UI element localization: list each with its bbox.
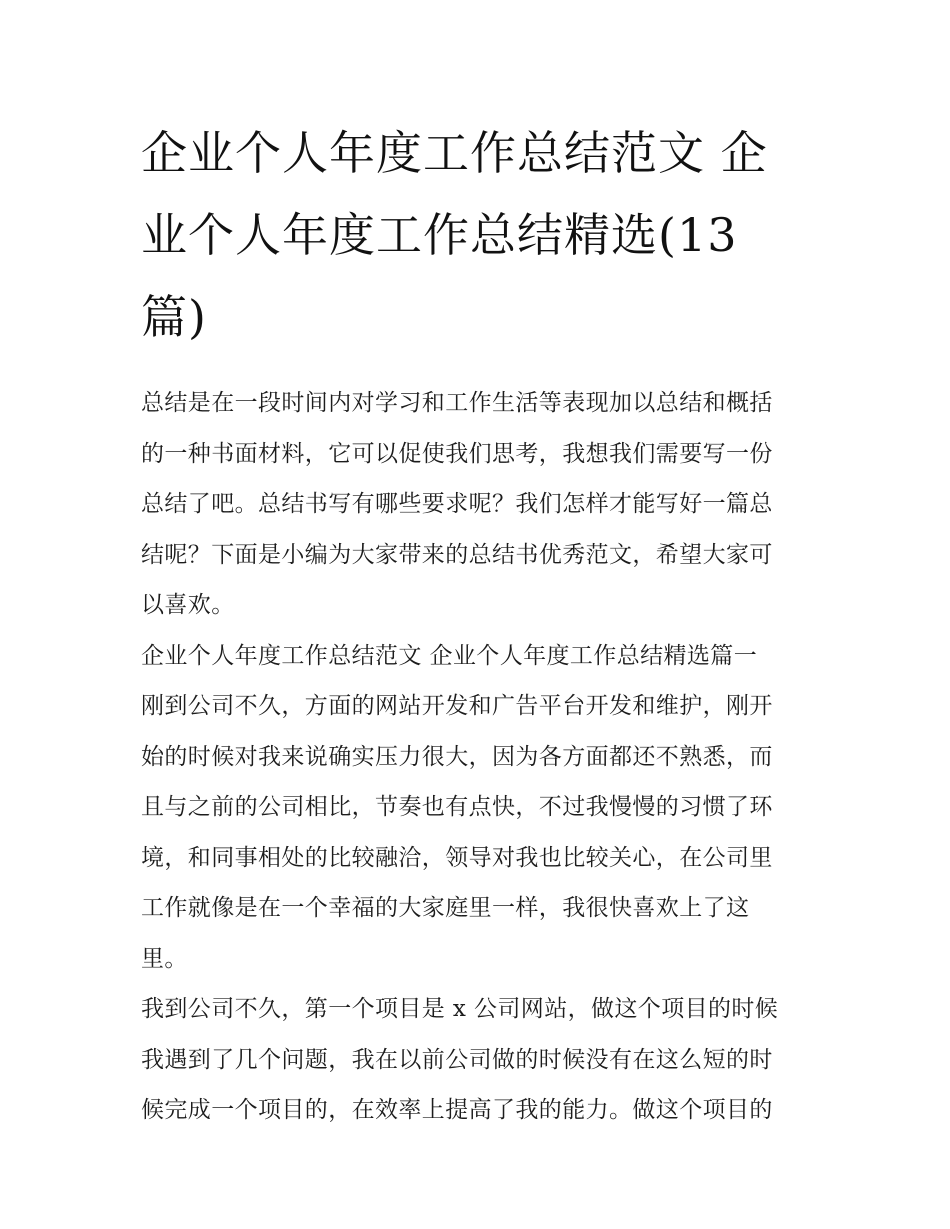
- text-line: 工作就像是在一个幸福的大家庭里一样，我很快喜欢上了这: [141, 895, 750, 921]
- text-line: 总结了吧。总结书写有哪些要求呢？我们怎样才能写好一篇总: [141, 491, 773, 517]
- text-line: 以喜欢。: [141, 592, 235, 618]
- title-line: 业个人年度工作总结精选(13: [141, 208, 738, 262]
- text-line: 我到公司不久，第一个项目是 x 公司网站，做这个项目的时候: [141, 996, 779, 1022]
- text-line: 候完成一个项目的，在效率上提高了我的能力。做这个项目的: [141, 1097, 773, 1123]
- body-paragraph: [141, 681, 813, 984]
- body-paragraph: [141, 984, 813, 1136]
- text-line: 结呢？下面是小编为大家带来的总结书优秀范文，希望大家可: [141, 541, 773, 568]
- text-line: 我遇到了几个问题，我在以前公司做的时候没有在这么短的时: [141, 1046, 773, 1073]
- document-title: [141, 112, 813, 358]
- text-line: 里。: [141, 945, 188, 972]
- section-heading: [141, 631, 813, 682]
- text-line: 总结是在一段时间内对学习和工作生活等表现加以总结和概括: [141, 390, 773, 416]
- document-body: [141, 378, 813, 1136]
- document-content: [141, 112, 813, 1136]
- text-line: 境，和同事相处的比较融洽，领导对我也比较关心，在公司里: [141, 844, 773, 871]
- intro-paragraph: [141, 378, 813, 631]
- text-line: 且与之前的公司相比，节奏也有点快，不过我慢慢的习惯了环: [141, 794, 773, 820]
- text-line: 始的时候对我来说确实压力很大，因为各方面都还不熟悉，而: [141, 743, 773, 770]
- text-line: 刚到公司不久，方面的网站开发和广告平台开发和维护，刚开: [141, 693, 773, 719]
- text-line: 企业个人年度工作总结范文 企业个人年度工作总结精选篇一: [141, 642, 758, 669]
- text-line: 的一种书面材料，它可以促使我们思考，我想我们需要写一份: [141, 440, 773, 467]
- title-line: 篇): [141, 290, 207, 344]
- title-line: 企业个人年度工作总结范文 企: [141, 126, 768, 180]
